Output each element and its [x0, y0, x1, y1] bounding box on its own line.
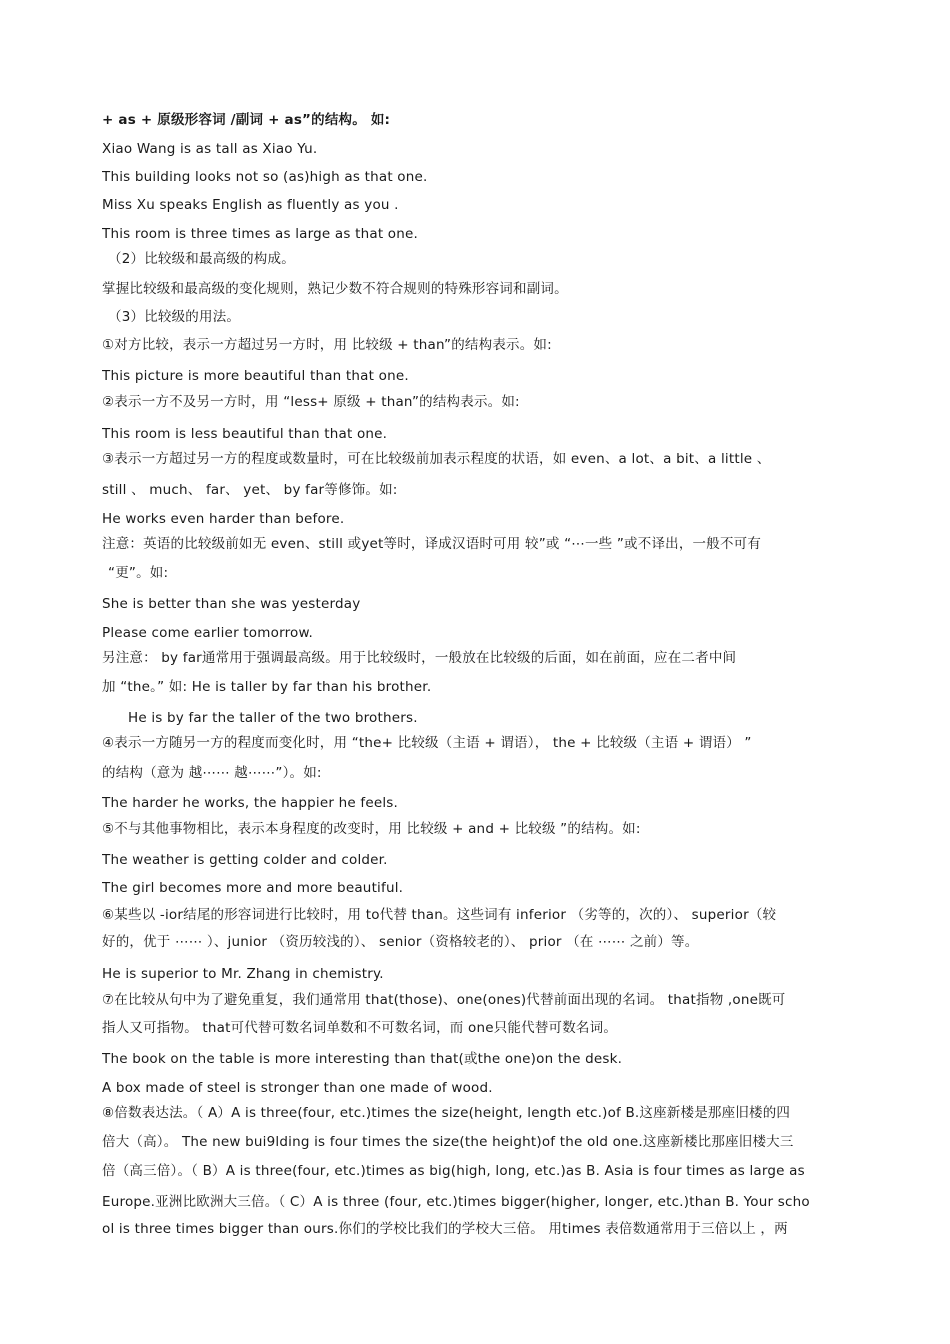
- text-line: This room is less beautiful than that one.: [102, 426, 388, 442]
- text-line: She is better than she was yesterday: [102, 596, 361, 612]
- text-line: still 、 much、 far、 yet、 by far等修饰。如:: [102, 482, 398, 498]
- text-line: ⑦在比较从句中为了避免重复，我们通常用 that(those)、one(ones)代替前面出现的名词。 that指物 ,one既可: [102, 992, 786, 1008]
- text-line: 加 “the。” 如: He is taller by far than his brother.: [102, 679, 432, 695]
- text-line: Miss Xu speaks English as fluently as you .: [102, 197, 399, 213]
- text-line: Europe.亚洲比欧洲大三倍。（ C）A is three (four, etc.)times bigger(higher, longer, etc.)than B. Your scho: [102, 1194, 810, 1210]
- text-line: This room is three times as large as that one.: [102, 226, 419, 242]
- text-line: 指人又可指物。 that可代替可数名词单数和不可数名词，而 one只能代替可数名词。: [102, 1020, 618, 1036]
- text-line: ⑧倍数表达法。（ A）A is three(four, etc.)times the size(height, length etc.)of B.这座新楼是那座旧楼的四: [102, 1105, 791, 1121]
- text-line: ⑤不与其他事物相比，表示本身程度的改变时，用 比较级 + and + 比较级 ”的结构。如:: [102, 821, 641, 837]
- text-line: ⑥某些以 -ior结尾的形容词进行比较时，用 to代替 than。这些词有 inferior （劣等的，次的）、 superior（较: [102, 907, 777, 923]
- text-line: He is superior to Mr. Zhang in chemistry.: [102, 966, 384, 982]
- text-line: The weather is getting colder and colder.: [102, 852, 388, 868]
- text-line: This picture is more beautiful than that one.: [102, 368, 409, 384]
- text-line: The harder he works, the happier he feels.: [102, 795, 398, 811]
- text-line: He is by far the taller of the two brothers.: [128, 710, 418, 726]
- text-line: Xiao Wang is as tall as Xiao Yu.: [102, 141, 318, 157]
- section-heading: （2）比较级和最高级的构成。: [108, 251, 295, 267]
- text-line: The girl becomes more and more beautiful.: [102, 880, 404, 896]
- text-line: He works even harder than before.: [102, 511, 345, 527]
- text-line: The book on the table is more interesting than that(或the one)on the desk.: [102, 1051, 623, 1067]
- text-line: 另注意： by far通常用于强调最高级。用于比较级时，一般放在比较级的后面，如在前面，应在二者中间: [102, 650, 737, 666]
- text-line: ③表示一方超过另一方的程度或数量时，可在比较级前加表示程度的状语，如 even、a lot、a bit、a little 、: [102, 451, 771, 467]
- text-line: + as + 原级形容词 /副词 + as”的结构。 如:: [102, 112, 391, 128]
- section-heading: （3）比较级的用法。: [108, 309, 241, 325]
- text-line: 倍大（高）。 The new bui9lding is four times the size(the height)of the old one.这座新楼比那座旧楼大三: [102, 1134, 794, 1150]
- text-line: 倍（高三倍）。（ B）A is three(four, etc.)times as big(high, long, etc.)as B. Asia is four times as large as: [102, 1163, 805, 1179]
- text-line: ②表示一方不及另一方时，用 “less+ 原级 + than”的结构表示。如:: [102, 394, 520, 410]
- text-line: ④表示一方随另一方的程度而变化时，用 “the+ 比较级（主语 + 谓语）， the + 比较级（主语 + 谓语） ”: [102, 735, 752, 751]
- text-line: 的结构（意为 越⋯⋯ 越⋯⋯”）。如:: [102, 765, 322, 781]
- text-line: Please come earlier tomorrow.: [102, 625, 313, 641]
- text-line: 掌握比较级和最高级的变化规则，熟记少数不符合规则的特殊形容词和副词。: [102, 281, 568, 297]
- text-line: ol is three times bigger than ours.你们的学校比我们的学校大三倍。 用times 表倍数通常用于三倍以上 ，两: [102, 1221, 788, 1237]
- text-line: A box made of steel is stronger than one made of wood.: [102, 1080, 493, 1096]
- text-line: 好的，优于 ⋯⋯ ）、junior （资历较浅的）、 senior（资格较老的）、 prior （在 ⋯⋯ 之前）等。: [102, 934, 699, 950]
- text-line: 注意：英语的比较级前如无 even、still 或yet等时，译成汉语时可用 较”或 “⋯一些 ”或不译出，一般不可有: [102, 536, 762, 552]
- text-line: ①对方比较，表示一方超过另一方时，用 比较级 + than”的结构表示。如:: [102, 337, 552, 353]
- text-line: This building looks not so (as)high as that one.: [102, 169, 428, 185]
- text-line: “更”。如:: [108, 565, 169, 581]
